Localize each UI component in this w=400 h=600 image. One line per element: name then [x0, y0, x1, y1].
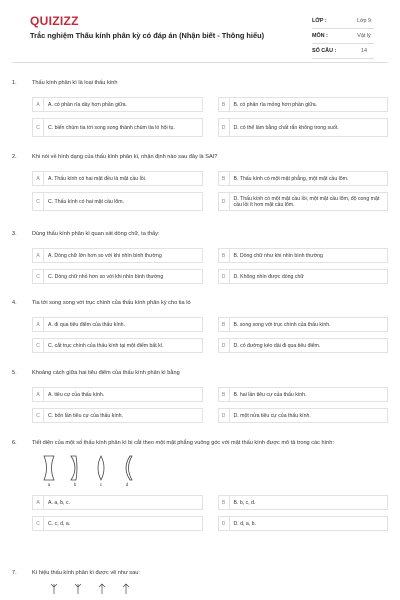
- lens-label: b: [73, 482, 77, 487]
- option-text: C. bốn lần tiêu cự của thấu kính.: [48, 412, 123, 419]
- question-text: Tiết diện của một số thấu kính phân kì bị cắt theo một mặt phẳng vuông góc với mặt thấu kính được mô tả trong các hình:: [32, 440, 334, 446]
- option-text: B. hai lần tiêu cự của thấu kính.: [233, 391, 307, 398]
- option-letter: A: [33, 249, 44, 262]
- option-b[interactable]: [218, 387, 389, 402]
- lens-label: d: [125, 482, 129, 487]
- option-text: D. có thể làm bằng chất rắn không trong suốt.: [233, 124, 339, 131]
- option-letter: C: [33, 193, 44, 210]
- option-text: D. Thấu kính có một mặt cầu lồi, một mặt cầu lõm, độ cong mặt cầu lồi ít hơn mặt cầu lõm.: [233, 195, 380, 208]
- question-number: 4.: [12, 300, 17, 306]
- option-c[interactable]: [32, 516, 203, 531]
- meta-value: Lớp 9: [356, 18, 372, 24]
- option-letter: D: [219, 270, 230, 283]
- worksheet-header: [14, 0, 386, 62]
- question-number: 3.: [12, 231, 17, 237]
- option-text: A. Thấu kính có hai mặt đều là mặt cầu lồi.: [48, 175, 147, 182]
- meta-row-subject: [312, 29, 374, 44]
- option-text: A. có phần rìa dày hơn phần giữa.: [48, 101, 127, 108]
- lens-figures: [42, 455, 388, 487]
- lens-label: a: [47, 482, 51, 487]
- option-text: D. Không nhìn được dòng chữ: [233, 273, 304, 280]
- option-letter: B: [219, 388, 230, 401]
- meta-value: 14: [361, 48, 367, 54]
- option-text: D. d, a, b.: [233, 520, 256, 527]
- option-letter: B: [219, 249, 230, 262]
- option-text: C. Thấu kính có hai mặt cầu lõm.: [48, 198, 125, 205]
- option-text: B. Dòng chữ như khi nhìn bình thường: [233, 252, 323, 259]
- option-c[interactable]: [32, 408, 203, 423]
- lens-figure-d: [120, 455, 134, 487]
- option-letter: C: [33, 270, 44, 283]
- option-letter: A: [33, 318, 44, 331]
- option-letter: A: [33, 98, 44, 111]
- option-c[interactable]: [32, 118, 203, 137]
- option-text: C. biến chùm tia tới song song thành chùm tia ló hội tụ.: [48, 124, 175, 131]
- lens-figure-c: [94, 455, 108, 487]
- meta-row-class: [312, 14, 374, 29]
- question-text: Thấu kính phân kì là loại thấu kính: [32, 80, 118, 86]
- lens-symbol-icon: [74, 583, 82, 595]
- lens-symbol-icon: [122, 583, 130, 595]
- option-c[interactable]: [32, 192, 203, 211]
- lens-figure-a: [42, 455, 56, 487]
- option-letter: D: [219, 409, 230, 422]
- option-letter: C: [33, 119, 44, 136]
- question-text: Khoảng cách giữa hai tiêu điểm của thấu kính phân kì bằng: [32, 370, 180, 376]
- question-number: 1.: [12, 80, 17, 86]
- question-number: 2.: [12, 154, 17, 160]
- option-a[interactable]: [32, 387, 203, 402]
- options-grid: [32, 495, 388, 531]
- option-b[interactable]: [218, 317, 389, 332]
- meta-row-count: [312, 44, 374, 59]
- option-text: B. song song với trục chính của thấu kính.: [233, 321, 331, 328]
- lens-symbols: [50, 583, 388, 595]
- option-b[interactable]: [218, 495, 389, 510]
- option-text: B. có phần rìa mỏng hơn phần giữa.: [233, 101, 318, 108]
- meta-label: MÔN :: [312, 33, 328, 39]
- option-d[interactable]: [218, 408, 389, 423]
- option-letter: B: [219, 496, 230, 509]
- option-d[interactable]: [218, 192, 389, 211]
- lens-symbol-icon: [98, 583, 106, 595]
- option-text: A. Dòng chữ lớn hơn so với khi nhìn bình thường: [48, 252, 162, 259]
- option-letter: B: [219, 318, 230, 331]
- option-letter: D: [219, 193, 230, 210]
- question-1: [12, 80, 388, 137]
- option-d[interactable]: [218, 269, 389, 284]
- lens-shape-icon: [94, 455, 108, 481]
- question-5: [12, 370, 388, 423]
- options-grid: [32, 387, 388, 423]
- option-letter: B: [219, 98, 230, 111]
- lens-figure-b: [68, 455, 82, 487]
- option-letter: D: [219, 339, 230, 352]
- option-text: B. b, c, d.: [233, 499, 256, 506]
- option-text: A. tiêu cự của thấu kính.: [48, 391, 105, 398]
- question-2: [12, 154, 388, 211]
- meta-value: Vật lý: [357, 33, 371, 39]
- question-text: Dùng thấu kính phân kì quan sát dòng chữ, ta thấy:: [32, 231, 160, 237]
- lens-shape-icon: [120, 455, 134, 481]
- lens-shape-icon: [68, 455, 82, 481]
- question-4: [12, 300, 388, 353]
- option-c[interactable]: [32, 269, 203, 284]
- options-grid: [32, 97, 388, 137]
- meta-label: SỐ CÂU :: [312, 48, 337, 54]
- option-letter: A: [33, 172, 44, 185]
- option-text: C. Dòng chữ nhỏ hơn so với khi nhìn bình thường: [48, 273, 164, 280]
- option-d[interactable]: [218, 118, 389, 137]
- quizizz-logo: QUIZIZZ: [30, 14, 79, 28]
- header-divider: [12, 62, 388, 63]
- question-7: [12, 570, 388, 595]
- options-grid: [32, 317, 388, 353]
- question-number: 5.: [12, 370, 17, 376]
- option-text: A. a, b, c.: [48, 499, 70, 506]
- option-c[interactable]: [32, 338, 203, 353]
- page-title: Trắc nghiệm Thấu kính phân kỳ có đáp án (Nhận biết - Thông hiểu): [30, 31, 265, 40]
- option-b[interactable]: [218, 97, 389, 112]
- lens-shape-icon: [42, 455, 56, 481]
- option-a[interactable]: [32, 495, 203, 510]
- option-text: A. đi qua tiêu điểm của thấu kính.: [48, 321, 125, 328]
- option-a[interactable]: [32, 97, 203, 112]
- question-number: 6.: [12, 440, 17, 446]
- option-letter: B: [219, 172, 230, 185]
- option-text: C. cắt trục chính của thấu kính tại một điểm bất kì.: [48, 342, 164, 349]
- question-text: Kí hiệu thấu kính phân kì được vẽ như sau:: [32, 570, 140, 576]
- option-text: B. Thấu kính có một mặt phẳng, một mặt cầu lõm.: [233, 175, 349, 182]
- option-letter: D: [219, 119, 230, 136]
- option-letter: A: [33, 496, 44, 509]
- lens-symbol-icon: [50, 583, 58, 595]
- question-6: [12, 440, 388, 531]
- question-text: Khi nói về hình dạng của thấu kính phân kì, nhận định nào sau đây là SAI?: [32, 154, 218, 160]
- option-letter: A: [33, 388, 44, 401]
- meta-table: [312, 14, 374, 59]
- option-text: C. c, d, a.: [48, 520, 71, 527]
- options-grid: [32, 171, 388, 211]
- option-text: D. một nửa tiêu cự của thấu kính.: [233, 412, 311, 419]
- lens-label: c: [99, 482, 103, 487]
- question-number: 7.: [12, 570, 17, 576]
- option-a[interactable]: [32, 171, 203, 186]
- option-letter: C: [33, 409, 44, 422]
- meta-label: LỚP :: [312, 18, 327, 24]
- option-text: D. có đường kéo dài đi qua tiêu điểm.: [233, 342, 321, 349]
- option-a[interactable]: [32, 317, 203, 332]
- option-letter: C: [33, 517, 44, 530]
- option-b[interactable]: [218, 171, 389, 186]
- option-letter: C: [33, 339, 44, 352]
- option-b[interactable]: [218, 248, 389, 263]
- option-a[interactable]: [32, 248, 203, 263]
- option-letter: D: [219, 517, 230, 530]
- option-d[interactable]: [218, 338, 389, 353]
- question-3: [12, 231, 388, 284]
- option-d[interactable]: [218, 516, 389, 531]
- options-grid: [32, 248, 388, 284]
- question-text: Tia tới song song với trục chính của thấu kính phân kỳ cho tia ló: [32, 300, 191, 306]
